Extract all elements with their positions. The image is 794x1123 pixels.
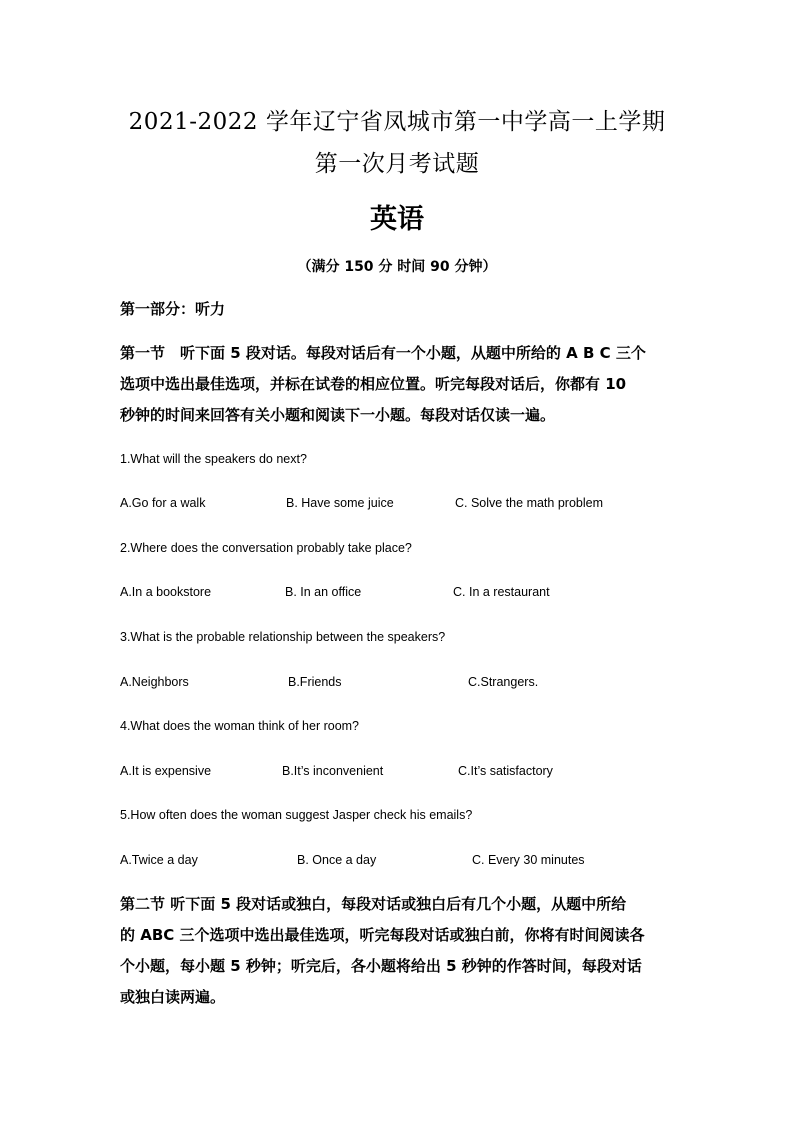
section1-line: 选项中选出最佳选项，并标在试卷的相应位置。听完每段对话后，你都有 10 <box>120 375 627 393</box>
question-2-option-a: A.In a bookstore <box>120 585 212 599</box>
exam-title-line2: 第一次月考试题 <box>314 151 480 177</box>
question-4-option-c: C.It’s satisfactory <box>458 764 553 778</box>
question-4-option-a: A.It is expensive <box>120 764 212 778</box>
question-3-stem: 3.What is the probable relationship between the speakers? <box>120 630 446 644</box>
section2-instructions <box>120 889 680 1013</box>
question-5-option-b: B. Once a day <box>297 853 377 867</box>
question-3-option-a: A.Neighbors <box>120 675 189 689</box>
question-2-option-b: B. In an office <box>285 585 362 599</box>
section1-line: 第一节 听下面 5 段对话。每段对话后有一个小题，从题中所给的 A B C 三个 <box>120 344 646 362</box>
question-5-stem: 5.How often does the woman suggest Jasper check his emails? <box>120 808 473 822</box>
section2-line: 或独白读两遍。 <box>120 988 226 1006</box>
question-2-option-c: C. In a restaurant <box>453 585 550 599</box>
subject-title: 英语 <box>370 204 424 235</box>
question-3-option-b: B.Friends <box>288 675 342 689</box>
question-1-stem: 1.What will the speakers do next? <box>120 452 307 466</box>
question-3-option-c: C.Strangers. <box>468 675 539 689</box>
question-4-stem: 4.What does the woman think of her room? <box>120 719 360 733</box>
section2-line: 个小题，每小题 5 秒钟；听完后，各小题将给出 5 秒钟的作答时间，每段对话 <box>120 957 642 975</box>
section2-line: 第二节 听下面 5 段对话或独白，每段对话或独白后有几个小题，从题中所给 <box>120 895 627 913</box>
section1-line: 秒钟的时间来回答有关小题和阅读下一小题。每段对话仅读一遍。 <box>120 406 556 424</box>
question-1-option-a: A.Go for a walk <box>120 496 206 510</box>
question-5-option-c: C. Every 30 minutes <box>472 853 585 867</box>
question-5-option-a: A.Twice a day <box>120 853 198 867</box>
section2-line: 的 ABC 三个选项中选出最佳选项，听完每段对话或独白前，你将有时间阅读各 <box>120 926 645 944</box>
part1-title: 第一部分：听力 <box>120 300 226 318</box>
exam-title-line1: 2021-2022 学年辽宁省凤城市第一中学高一上学期 <box>128 109 666 135</box>
section1-instructions <box>120 338 680 431</box>
question-1-option-c: C. Solve the math problem <box>455 496 603 510</box>
score-time-info: （满分 150 分 时间 90 分钟） <box>297 259 497 275</box>
question-4-option-b: B.It’s inconvenient <box>282 764 384 778</box>
question-1-option-b: B. Have some juice <box>286 496 394 510</box>
question-2-stem: 2.Where does the conversation probably take place? <box>120 541 412 555</box>
